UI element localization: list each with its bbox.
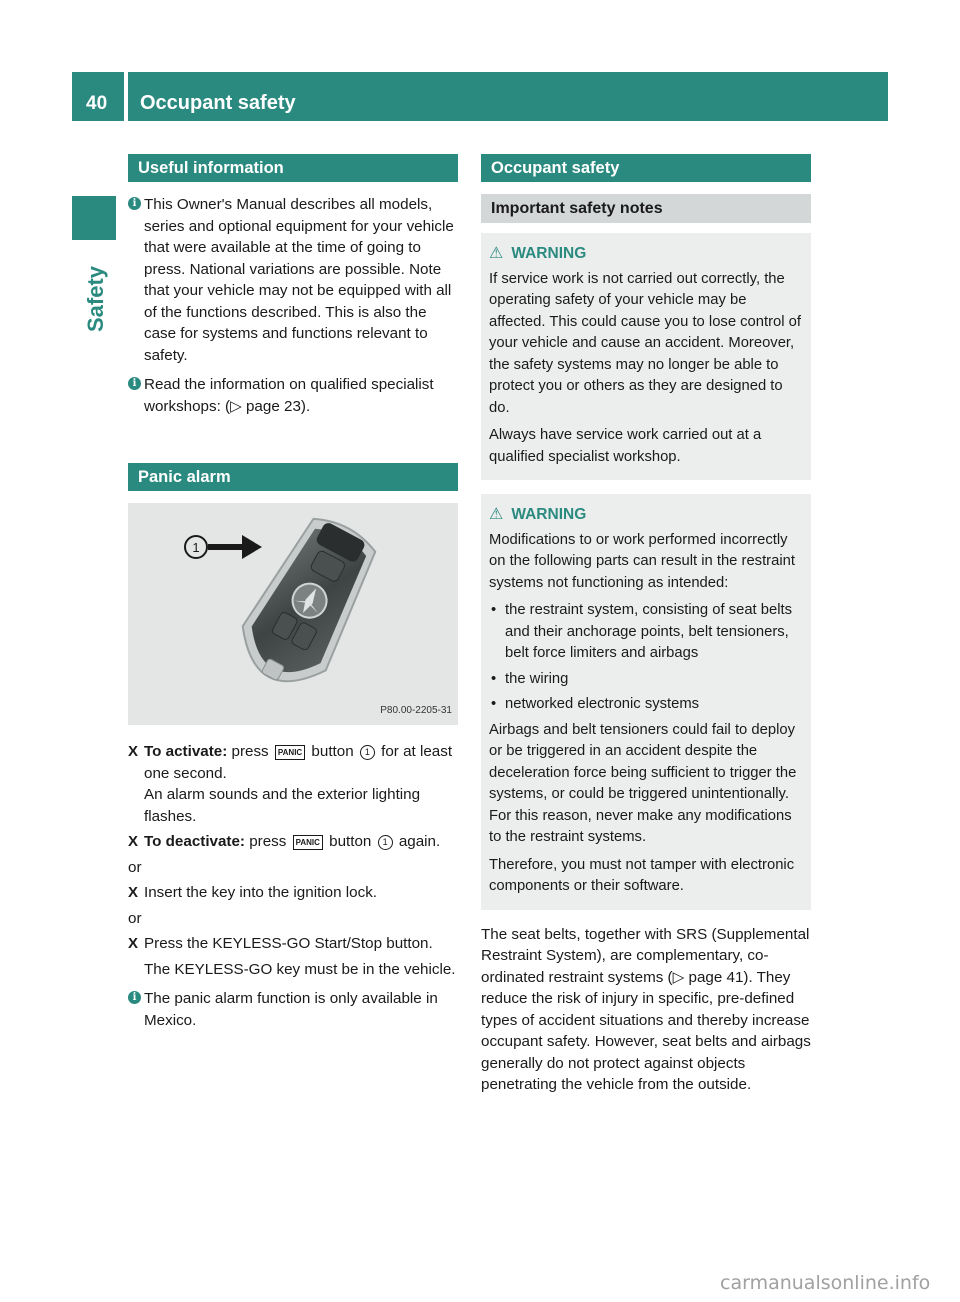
step-label: To deactivate: <box>144 833 245 850</box>
section-heading-occupant-safety: Occupant safety <box>481 154 811 182</box>
section-heading-panic-alarm: Panic alarm <box>128 463 458 491</box>
step-note: The KEYLESS-GO key must be in the vehicle. <box>144 960 456 978</box>
figure-code: P80.00-2205-31 <box>380 704 452 716</box>
warning-title-text: WARNING <box>511 506 587 523</box>
bullet-item <box>489 694 803 716</box>
warning-triangle-icon: ⚠ <box>489 245 504 262</box>
info-note <box>128 988 458 1031</box>
warning-title <box>489 243 803 265</box>
bullet-text: the restraint system, consisting of seat belts and their anchorage points, belt tensioners, belt force limiters and airbags <box>505 602 793 661</box>
bullet-icon: • <box>491 602 497 618</box>
left-column <box>128 154 458 1039</box>
info-icon: i <box>128 197 141 210</box>
warning-box <box>481 233 811 480</box>
warning-triangle-icon: ⚠ <box>489 506 504 523</box>
step-result-text: An alarm sounds and the exterior lighting flashes. <box>144 786 421 825</box>
or-separator: or <box>128 858 142 876</box>
right-column <box>481 154 811 1104</box>
instruction-step <box>128 741 458 827</box>
callout-1: 1 <box>360 745 375 760</box>
info-note-text: Read the information on qualified specialist workshops: (▷ page 23). <box>144 376 434 415</box>
key-fob-illustration <box>128 503 458 725</box>
header-divider <box>124 72 128 121</box>
info-note <box>128 374 458 417</box>
bullet-icon: • <box>491 696 497 712</box>
step-arrow-icon: X <box>128 743 139 760</box>
callout-1: 1 <box>378 835 393 850</box>
page-number: 40 <box>86 93 108 114</box>
bullet-text: the wiring <box>505 670 569 687</box>
info-note <box>128 194 458 366</box>
instruction-step <box>128 831 458 853</box>
step-text: press <box>231 743 269 760</box>
watermark: carmanualsonline.info <box>720 1272 931 1294</box>
step-arrow-icon: X <box>128 833 139 850</box>
step-arrow-icon: X <box>128 935 139 952</box>
warning-title <box>489 504 803 526</box>
bullet-item <box>489 669 803 691</box>
sidebar-color-block <box>72 196 116 240</box>
spacer <box>128 425 458 463</box>
figure-callout-label: 1 <box>192 540 200 555</box>
bullet-item <box>489 600 803 665</box>
page-title: Occupant safety <box>140 92 296 114</box>
instruction-step <box>128 882 458 904</box>
or-separator: or <box>128 909 142 927</box>
step-label: To activate: <box>144 743 228 760</box>
subheading-important-safety-notes: Important safety notes <box>481 194 811 223</box>
warning-text: Therefore, you must not tamper with electronic components or their software. <box>489 856 795 894</box>
step-text: again. <box>398 833 441 850</box>
sidebar-section-label: Safety <box>83 265 108 332</box>
key-fob-figure <box>128 503 458 725</box>
warning-title-text: WARNING <box>511 245 587 262</box>
section-heading-useful-information: Useful information <box>128 154 458 182</box>
step-arrow-icon: X <box>128 884 139 901</box>
instruction-step <box>128 933 458 955</box>
info-note-text: The panic alarm function is only available in Mexico. <box>144 990 438 1029</box>
body-paragraph: The seat belts, together with SRS (Supplemental Restraint System), are complementary, co-ordinated restraint systems (▷ page 41). They reduce the risk of injury in specific, pre-defined types of accident situations and thereby increase occupant safety. However, seat belts and airbags generally do not protect against objects penetrating the vehicle from the outside. <box>481 925 811 1093</box>
panic-symbol: PANIC <box>293 835 323 850</box>
warning-text: Airbags and belt tensioners could fail to deploy or be triggered in an accident despite the deceleration force being sufficient to trigger the systems, or could be triggered unintentionally. For this reason, never make any modifications to the restraint systems. <box>489 721 797 845</box>
step-text: Press the KEYLESS-GO Start/Stop button. <box>144 935 433 952</box>
step-text: Insert the key into the ignition lock. <box>144 884 378 901</box>
warning-text: Always have service work carried out at a qualified specialist workshop. <box>489 427 762 465</box>
step-text: for at least one second. <box>144 743 453 782</box>
bullet-icon: • <box>491 670 497 687</box>
step-text: button <box>329 833 372 850</box>
bullet-text: networked electronic systems <box>505 696 700 712</box>
info-note-text: This Owner's Manual describes all models, series and optional equipment for your vehicle that were available at the time of going to press. National variations are possible. Note that your vehicle may not be equipped with all of the functions described. This is also the case for systems and functions relevant to safety. <box>144 196 454 364</box>
info-icon: i <box>128 991 141 1004</box>
warning-text: If service work is not carried out correctly, the operating safety of your vehicle may be affected. This could cause you to lose control of your vehicle and cause an accident. Moreover, the safety systems may no longer be able to protect you or others as they are designed to do. <box>489 270 802 416</box>
step-text: press <box>249 833 287 850</box>
panic-symbol: PANIC <box>275 745 305 760</box>
warning-box <box>481 494 811 910</box>
info-icon: i <box>128 377 141 390</box>
step-text: button <box>311 743 354 760</box>
warning-text: Modifications to or work performed incorrectly on the following parts can result in the restraint systems not functioning as intended: <box>489 531 795 591</box>
